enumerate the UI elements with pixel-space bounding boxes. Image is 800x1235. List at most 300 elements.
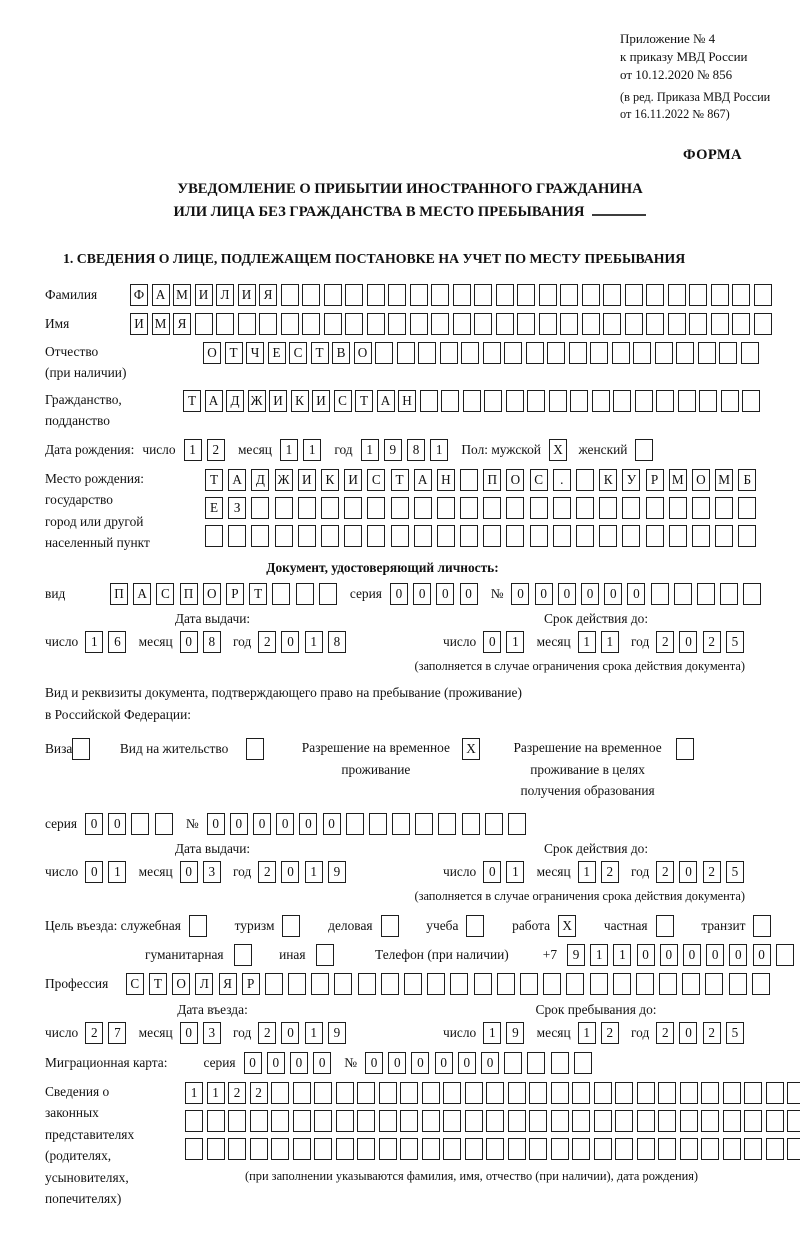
- char-cell[interactable]: 0: [535, 583, 553, 605]
- char-cell[interactable]: [420, 390, 438, 412]
- char-cell[interactable]: [547, 342, 565, 364]
- char-cell[interactable]: [336, 1138, 354, 1160]
- char-cell[interactable]: [391, 525, 409, 547]
- char-cell[interactable]: [582, 284, 600, 306]
- char-cell[interactable]: 1: [184, 439, 202, 461]
- char-cell[interactable]: [506, 497, 524, 519]
- char-cell[interactable]: [228, 1138, 246, 1160]
- char-cell[interactable]: [336, 1082, 354, 1104]
- char-cell[interactable]: Т: [225, 342, 243, 364]
- char-cell[interactable]: 2: [85, 1022, 103, 1044]
- char-cell[interactable]: 0: [290, 1052, 308, 1074]
- char-cell[interactable]: О: [692, 469, 710, 491]
- char-cell[interactable]: [592, 390, 610, 412]
- char-cell[interactable]: [461, 342, 479, 364]
- char-cell[interactable]: 0: [436, 583, 454, 605]
- char-cell[interactable]: [422, 1110, 440, 1132]
- char-cell[interactable]: [265, 973, 283, 995]
- char-cell[interactable]: [658, 1082, 676, 1104]
- char-cell[interactable]: [689, 313, 707, 335]
- char-cell[interactable]: [369, 813, 387, 835]
- char-cell[interactable]: [741, 342, 759, 364]
- char-cell[interactable]: 2: [258, 1022, 276, 1044]
- char-cell[interactable]: [682, 973, 700, 995]
- char-cell[interactable]: 0: [627, 583, 645, 605]
- char-cell[interactable]: [414, 497, 432, 519]
- char-cell[interactable]: [367, 525, 385, 547]
- char-cell[interactable]: В: [332, 342, 350, 364]
- checkbox-cell[interactable]: [72, 738, 90, 760]
- char-cell[interactable]: 0: [207, 813, 225, 835]
- char-cell[interactable]: 1: [108, 861, 126, 883]
- char-cell[interactable]: [271, 1082, 289, 1104]
- char-cell[interactable]: [530, 497, 548, 519]
- char-cell[interactable]: [637, 1138, 655, 1160]
- char-cell[interactable]: [599, 497, 617, 519]
- char-cell[interactable]: 0: [679, 861, 697, 883]
- char-cell[interactable]: [496, 284, 514, 306]
- char-cell[interactable]: [678, 390, 696, 412]
- char-cell[interactable]: [379, 1110, 397, 1132]
- char-cell[interactable]: [625, 284, 643, 306]
- char-cell[interactable]: У: [622, 469, 640, 491]
- char-cell[interactable]: [474, 973, 492, 995]
- char-cell[interactable]: [474, 284, 492, 306]
- char-cell[interactable]: А: [133, 583, 151, 605]
- char-cell[interactable]: [506, 390, 524, 412]
- char-cell[interactable]: [302, 313, 320, 335]
- char-cell[interactable]: [437, 497, 455, 519]
- char-cell[interactable]: [131, 813, 149, 835]
- char-cell[interactable]: [723, 1082, 741, 1104]
- char-cell[interactable]: [738, 525, 756, 547]
- char-cell[interactable]: 2: [656, 1022, 674, 1044]
- char-cell[interactable]: 0: [729, 944, 747, 966]
- char-cell[interactable]: Д: [251, 469, 269, 491]
- char-cell[interactable]: [572, 1082, 590, 1104]
- char-cell[interactable]: 1: [85, 631, 103, 653]
- char-cell[interactable]: О: [203, 583, 221, 605]
- char-cell[interactable]: [613, 973, 631, 995]
- char-cell[interactable]: [483, 342, 501, 364]
- char-cell[interactable]: С: [334, 390, 352, 412]
- char-cell[interactable]: [539, 313, 557, 335]
- char-cell[interactable]: И: [195, 284, 213, 306]
- char-cell[interactable]: [400, 1082, 418, 1104]
- char-cell[interactable]: [281, 313, 299, 335]
- char-cell[interactable]: [185, 1110, 203, 1132]
- char-cell[interactable]: Ж: [248, 390, 266, 412]
- char-cell[interactable]: [508, 1082, 526, 1104]
- char-cell[interactable]: [529, 1138, 547, 1160]
- char-cell[interactable]: 0: [180, 1022, 198, 1044]
- char-cell[interactable]: К: [321, 469, 339, 491]
- char-cell[interactable]: И: [312, 390, 330, 412]
- char-cell[interactable]: [357, 1110, 375, 1132]
- char-cell[interactable]: [345, 284, 363, 306]
- char-cell[interactable]: Ж: [275, 469, 293, 491]
- char-cell[interactable]: 0: [413, 583, 431, 605]
- char-cell[interactable]: [319, 583, 337, 605]
- char-cell[interactable]: [443, 1138, 461, 1160]
- char-cell[interactable]: [281, 284, 299, 306]
- char-cell[interactable]: [293, 1110, 311, 1132]
- char-cell[interactable]: Н: [437, 469, 455, 491]
- char-cell[interactable]: [486, 1082, 504, 1104]
- char-cell[interactable]: [715, 497, 733, 519]
- char-cell[interactable]: [594, 1082, 612, 1104]
- char-cell[interactable]: З: [228, 497, 246, 519]
- char-cell[interactable]: [483, 525, 501, 547]
- char-cell[interactable]: 5: [726, 1022, 744, 1044]
- char-cell[interactable]: [324, 284, 342, 306]
- char-cell[interactable]: [460, 469, 478, 491]
- char-cell[interactable]: [701, 1110, 719, 1132]
- char-cell[interactable]: [636, 973, 654, 995]
- char-cell[interactable]: 2: [207, 439, 225, 461]
- char-cell[interactable]: [440, 342, 458, 364]
- char-cell[interactable]: 1: [578, 861, 596, 883]
- char-cell[interactable]: [228, 525, 246, 547]
- char-cell[interactable]: [415, 813, 433, 835]
- char-cell[interactable]: 0: [180, 631, 198, 653]
- char-cell[interactable]: [474, 313, 492, 335]
- char-cell[interactable]: П: [110, 583, 128, 605]
- char-cell[interactable]: [400, 1138, 418, 1160]
- char-cell[interactable]: [379, 1082, 397, 1104]
- char-cell[interactable]: [379, 1138, 397, 1160]
- char-cell[interactable]: [453, 284, 471, 306]
- char-cell[interactable]: [358, 973, 376, 995]
- char-cell[interactable]: [711, 313, 729, 335]
- char-cell[interactable]: 2: [258, 631, 276, 653]
- char-cell[interactable]: [357, 1082, 375, 1104]
- char-cell[interactable]: [311, 973, 329, 995]
- char-cell[interactable]: [508, 813, 526, 835]
- char-cell[interactable]: [271, 1110, 289, 1132]
- char-cell[interactable]: [465, 1082, 483, 1104]
- char-cell[interactable]: [334, 973, 352, 995]
- char-cell[interactable]: С: [367, 469, 385, 491]
- char-cell[interactable]: 0: [637, 944, 655, 966]
- char-cell[interactable]: 1: [601, 631, 619, 653]
- char-cell[interactable]: [250, 1110, 268, 1132]
- char-cell[interactable]: [520, 973, 538, 995]
- char-cell[interactable]: 0: [230, 813, 248, 835]
- char-cell[interactable]: 1: [280, 439, 298, 461]
- char-cell[interactable]: [539, 284, 557, 306]
- char-cell[interactable]: 0: [481, 1052, 499, 1074]
- char-cell[interactable]: 0: [85, 861, 103, 883]
- char-cell[interactable]: [676, 342, 694, 364]
- char-cell[interactable]: 1: [578, 1022, 596, 1044]
- char-cell[interactable]: А: [414, 469, 432, 491]
- char-cell[interactable]: [207, 1138, 225, 1160]
- char-cell[interactable]: П: [180, 583, 198, 605]
- checkbox-cell[interactable]: [246, 738, 264, 760]
- char-cell[interactable]: [668, 284, 686, 306]
- char-cell[interactable]: 0: [313, 1052, 331, 1074]
- char-cell[interactable]: 0: [244, 1052, 262, 1074]
- char-cell[interactable]: [344, 525, 362, 547]
- char-cell[interactable]: 1: [613, 944, 631, 966]
- char-cell[interactable]: [566, 973, 584, 995]
- char-cell[interactable]: [723, 1138, 741, 1160]
- char-cell[interactable]: 2: [228, 1082, 246, 1104]
- char-cell[interactable]: Н: [398, 390, 416, 412]
- char-cell[interactable]: 9: [384, 439, 402, 461]
- char-cell[interactable]: Т: [249, 583, 267, 605]
- char-cell[interactable]: [367, 497, 385, 519]
- char-cell[interactable]: [314, 1082, 332, 1104]
- char-cell[interactable]: [553, 497, 571, 519]
- char-cell[interactable]: [460, 525, 478, 547]
- char-cell[interactable]: 1: [305, 631, 323, 653]
- char-cell[interactable]: 0: [253, 813, 271, 835]
- checkbox-cell[interactable]: X: [549, 439, 567, 461]
- char-cell[interactable]: И: [238, 284, 256, 306]
- char-cell[interactable]: Е: [205, 497, 223, 519]
- char-cell[interactable]: [336, 1110, 354, 1132]
- char-cell[interactable]: [216, 313, 234, 335]
- char-cell[interactable]: 9: [506, 1022, 524, 1044]
- char-cell[interactable]: 0: [511, 583, 529, 605]
- char-cell[interactable]: Ф: [130, 284, 148, 306]
- char-cell[interactable]: 0: [460, 583, 478, 605]
- char-cell[interactable]: 7: [108, 1022, 126, 1044]
- char-cell[interactable]: [576, 525, 594, 547]
- char-cell[interactable]: [275, 497, 293, 519]
- char-cell[interactable]: [418, 342, 436, 364]
- char-cell[interactable]: [754, 284, 772, 306]
- char-cell[interactable]: [711, 284, 729, 306]
- char-cell[interactable]: [259, 313, 277, 335]
- char-cell[interactable]: [658, 1138, 676, 1160]
- char-cell[interactable]: 1: [305, 1022, 323, 1044]
- char-cell[interactable]: Я: [259, 284, 277, 306]
- char-cell[interactable]: 0: [323, 813, 341, 835]
- char-cell[interactable]: [530, 525, 548, 547]
- char-cell[interactable]: Т: [205, 469, 223, 491]
- char-cell[interactable]: [680, 1138, 698, 1160]
- char-cell[interactable]: [272, 583, 290, 605]
- char-cell[interactable]: Д: [226, 390, 244, 412]
- checkbox-cell[interactable]: X: [558, 915, 576, 937]
- char-cell[interactable]: 0: [753, 944, 771, 966]
- char-cell[interactable]: [549, 390, 567, 412]
- char-cell[interactable]: [738, 497, 756, 519]
- char-cell[interactable]: [680, 1082, 698, 1104]
- char-cell[interactable]: [603, 284, 621, 306]
- char-cell[interactable]: [484, 390, 502, 412]
- char-cell[interactable]: И: [298, 469, 316, 491]
- char-cell[interactable]: [508, 1138, 526, 1160]
- char-cell[interactable]: [615, 1082, 633, 1104]
- char-cell[interactable]: 2: [703, 1022, 721, 1044]
- char-cell[interactable]: 1: [578, 631, 596, 653]
- char-cell[interactable]: [228, 1110, 246, 1132]
- char-cell[interactable]: [669, 497, 687, 519]
- char-cell[interactable]: [314, 1138, 332, 1160]
- char-cell[interactable]: [752, 973, 770, 995]
- char-cell[interactable]: [357, 1138, 375, 1160]
- char-cell[interactable]: 2: [656, 631, 674, 653]
- char-cell[interactable]: [324, 313, 342, 335]
- char-cell[interactable]: [692, 525, 710, 547]
- char-cell[interactable]: [185, 1138, 203, 1160]
- char-cell[interactable]: [288, 973, 306, 995]
- char-cell[interactable]: 0: [281, 1022, 299, 1044]
- char-cell[interactable]: Я: [219, 973, 237, 995]
- char-cell[interactable]: [766, 1138, 784, 1160]
- char-cell[interactable]: [622, 497, 640, 519]
- char-cell[interactable]: 9: [328, 861, 346, 883]
- char-cell[interactable]: 1: [305, 861, 323, 883]
- char-cell[interactable]: [251, 525, 269, 547]
- char-cell[interactable]: [582, 313, 600, 335]
- char-cell[interactable]: А: [377, 390, 395, 412]
- char-cell[interactable]: [551, 1110, 569, 1132]
- char-cell[interactable]: [637, 1082, 655, 1104]
- char-cell[interactable]: Б: [738, 469, 756, 491]
- char-cell[interactable]: [271, 1138, 289, 1160]
- char-cell[interactable]: [646, 525, 664, 547]
- char-cell[interactable]: [560, 313, 578, 335]
- char-cell[interactable]: 0: [411, 1052, 429, 1074]
- char-cell[interactable]: [293, 1138, 311, 1160]
- char-cell[interactable]: [669, 525, 687, 547]
- char-cell[interactable]: [744, 1138, 762, 1160]
- checkbox-cell[interactable]: [381, 915, 399, 937]
- char-cell[interactable]: 0: [679, 1022, 697, 1044]
- char-cell[interactable]: [787, 1082, 800, 1104]
- char-cell[interactable]: [651, 583, 669, 605]
- char-cell[interactable]: 0: [281, 861, 299, 883]
- char-cell[interactable]: [715, 525, 733, 547]
- char-cell[interactable]: 8: [203, 631, 221, 653]
- char-cell[interactable]: [615, 1138, 633, 1160]
- char-cell[interactable]: [400, 1110, 418, 1132]
- char-cell[interactable]: [646, 284, 664, 306]
- checkbox-cell[interactable]: [656, 915, 674, 937]
- char-cell[interactable]: О: [354, 342, 372, 364]
- char-cell[interactable]: 1: [207, 1082, 225, 1104]
- char-cell[interactable]: 9: [567, 944, 585, 966]
- char-cell[interactable]: 5: [726, 631, 744, 653]
- char-cell[interactable]: [517, 313, 535, 335]
- char-cell[interactable]: [296, 583, 314, 605]
- char-cell[interactable]: [486, 1110, 504, 1132]
- char-cell[interactable]: 0: [435, 1052, 453, 1074]
- char-cell[interactable]: [729, 973, 747, 995]
- char-cell[interactable]: 2: [601, 861, 619, 883]
- char-cell[interactable]: [594, 1138, 612, 1160]
- char-cell[interactable]: 0: [267, 1052, 285, 1074]
- char-cell[interactable]: [414, 525, 432, 547]
- char-cell[interactable]: [422, 1082, 440, 1104]
- char-cell[interactable]: [754, 313, 772, 335]
- char-cell[interactable]: М: [669, 469, 687, 491]
- char-cell[interactable]: [701, 1082, 719, 1104]
- char-cell[interactable]: [574, 1052, 592, 1074]
- char-cell[interactable]: А: [152, 284, 170, 306]
- char-cell[interactable]: Е: [268, 342, 286, 364]
- char-cell[interactable]: [298, 497, 316, 519]
- char-cell[interactable]: Р: [646, 469, 664, 491]
- char-cell[interactable]: [438, 813, 456, 835]
- char-cell[interactable]: О: [203, 342, 221, 364]
- char-cell[interactable]: [497, 973, 515, 995]
- char-cell[interactable]: Т: [311, 342, 329, 364]
- char-cell[interactable]: 2: [601, 1022, 619, 1044]
- char-cell[interactable]: [508, 1110, 526, 1132]
- char-cell[interactable]: 0: [483, 631, 501, 653]
- char-cell[interactable]: С: [126, 973, 144, 995]
- char-cell[interactable]: [527, 390, 545, 412]
- char-cell[interactable]: [569, 342, 587, 364]
- char-cell[interactable]: [345, 313, 363, 335]
- char-cell[interactable]: 0: [390, 583, 408, 605]
- char-cell[interactable]: [275, 525, 293, 547]
- checkbox-cell[interactable]: [635, 439, 653, 461]
- char-cell[interactable]: [720, 583, 738, 605]
- char-cell[interactable]: М: [715, 469, 733, 491]
- char-cell[interactable]: [453, 313, 471, 335]
- char-cell[interactable]: [392, 813, 410, 835]
- char-cell[interactable]: [732, 313, 750, 335]
- char-cell[interactable]: Т: [149, 973, 167, 995]
- char-cell[interactable]: [766, 1082, 784, 1104]
- char-cell[interactable]: А: [205, 390, 223, 412]
- char-cell[interactable]: [692, 497, 710, 519]
- char-cell[interactable]: [594, 1110, 612, 1132]
- char-cell[interactable]: [238, 313, 256, 335]
- char-cell[interactable]: Р: [226, 583, 244, 605]
- char-cell[interactable]: [635, 390, 653, 412]
- checkbox-cell[interactable]: [316, 944, 334, 966]
- char-cell[interactable]: 6: [108, 631, 126, 653]
- char-cell[interactable]: [625, 313, 643, 335]
- char-cell[interactable]: [742, 390, 760, 412]
- char-cell[interactable]: Т: [183, 390, 201, 412]
- char-cell[interactable]: [787, 1138, 800, 1160]
- char-cell[interactable]: 1: [361, 439, 379, 461]
- char-cell[interactable]: 0: [388, 1052, 406, 1074]
- char-cell[interactable]: 0: [683, 944, 701, 966]
- char-cell[interactable]: [388, 284, 406, 306]
- char-cell[interactable]: 8: [407, 439, 425, 461]
- char-cell[interactable]: [612, 342, 630, 364]
- char-cell[interactable]: [367, 313, 385, 335]
- char-cell[interactable]: [570, 390, 588, 412]
- char-cell[interactable]: С: [530, 469, 548, 491]
- char-cell[interactable]: К: [291, 390, 309, 412]
- char-cell[interactable]: [656, 390, 674, 412]
- char-cell[interactable]: [207, 1110, 225, 1132]
- char-cell[interactable]: [344, 497, 362, 519]
- char-cell[interactable]: [572, 1138, 590, 1160]
- char-cell[interactable]: [504, 342, 522, 364]
- char-cell[interactable]: О: [506, 469, 524, 491]
- char-cell[interactable]: [321, 525, 339, 547]
- char-cell[interactable]: [483, 497, 501, 519]
- char-cell[interactable]: [381, 973, 399, 995]
- char-cell[interactable]: 1: [506, 861, 524, 883]
- char-cell[interactable]: [590, 973, 608, 995]
- char-cell[interactable]: [293, 1082, 311, 1104]
- char-cell[interactable]: [462, 813, 480, 835]
- char-cell[interactable]: 0: [706, 944, 724, 966]
